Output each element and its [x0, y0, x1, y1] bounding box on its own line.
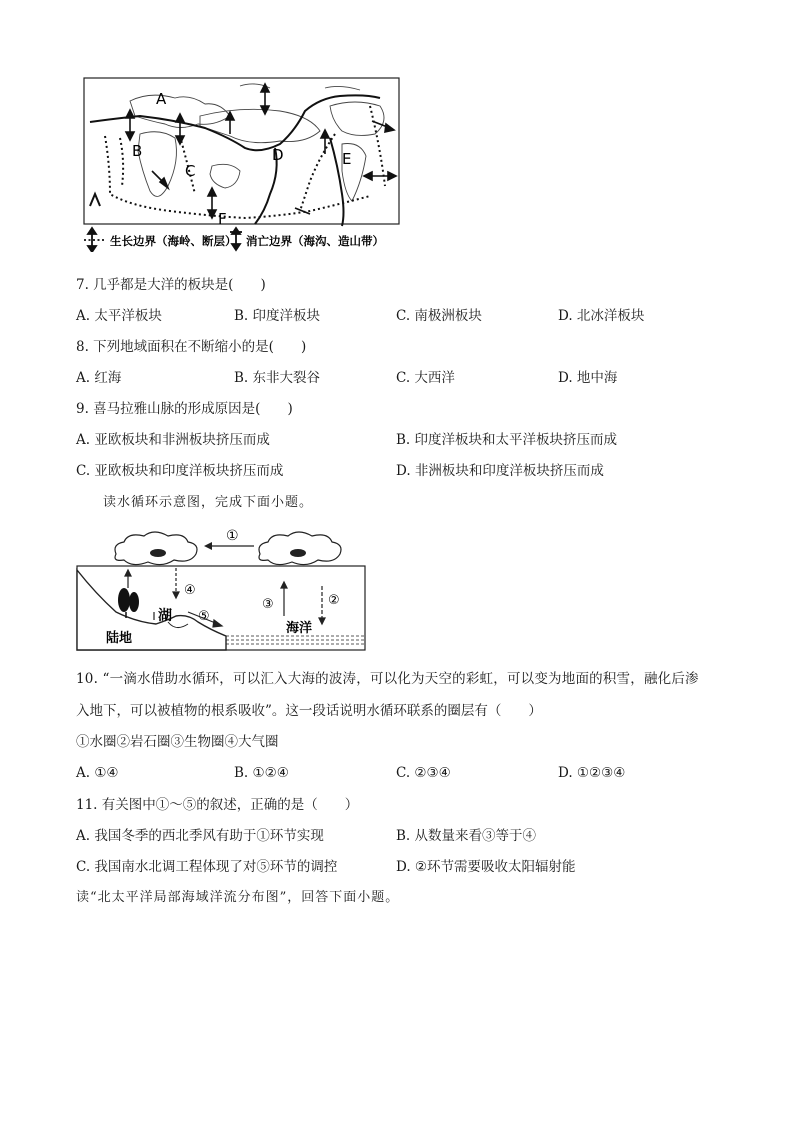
plate-label-c: C — [185, 162, 196, 180]
question-9-option-a[interactable]: A. 亚欧板块和非洲板块挤压而成 — [76, 432, 270, 448]
question-7-option-a[interactable]: A. 太平洋板块 — [76, 308, 162, 324]
question-10-spheres: ①水圈②岩石圈③生物圈④大气圈 — [76, 734, 279, 750]
question-10-option-b[interactable]: B. ①②④ — [234, 765, 289, 781]
question-7-option-d[interactable]: D. 北冰洋板块 — [558, 308, 645, 324]
question-7-option-b[interactable]: B. 印度洋板块 — [234, 308, 321, 324]
plate-map-figure — [80, 76, 405, 252]
legend-subduction-label: 消亡边界（海沟、造山带） — [246, 234, 384, 248]
plate-label-b: B — [132, 142, 143, 160]
water-cycle-diagram — [76, 524, 366, 652]
question-9-option-d[interactable]: D. 非洲板块和印度洋板块挤压而成 — [396, 463, 604, 479]
cloud-right-icon — [259, 532, 341, 565]
question-9-option-c[interactable]: C. 亚欧板块和印度洋板块挤压而成 — [76, 463, 284, 479]
question-11-option-b[interactable]: B. 从数量来看③等于④ — [396, 828, 537, 844]
question-8-option-c[interactable]: C. 大西洋 — [396, 370, 455, 386]
pacific-current-intro: 读“北太平洋局部海域洋流分布图”，回答下面小题。 — [76, 890, 400, 905]
question-7-stem: 7. 几乎都是大洋的板块是( ) — [76, 277, 266, 293]
label-circle-2: ② — [328, 593, 340, 608]
water-cycle-figure — [76, 524, 366, 652]
question-10-option-d[interactable]: D. ①②③④ — [558, 765, 626, 781]
label-circle-1: ① — [226, 528, 239, 544]
legend-growth-label: 生长边界（海岭、断层） — [110, 234, 237, 248]
question-8-option-a[interactable]: A. 红海 — [76, 370, 122, 386]
question-10-option-c[interactable]: C. ②③④ — [396, 765, 451, 781]
question-9-option-b[interactable]: B. 印度洋板块和太平洋板块挤压而成 — [396, 432, 618, 448]
question-11-option-a[interactable]: A. 我国冬季的西北季风有助于①环节实现 — [76, 828, 324, 844]
question-11-option-c[interactable]: C. 我国南水北调工程体现了对⑤环节的调控 — [76, 859, 338, 875]
plate-label-d: D — [272, 146, 284, 164]
question-8-option-b[interactable]: B. 东非大裂谷 — [234, 370, 321, 386]
label-land: 陆地 — [106, 631, 133, 646]
question-10-stem-line2: 入地下，可以被植物的根系吸收”。这一段话说明水循环联系的圈层有（ ） — [76, 703, 542, 719]
label-lake: 湖 — [158, 608, 172, 624]
plate-label-e: E — [342, 150, 352, 168]
question-9-stem: 9. 喜马拉雅山脉的形成原因是( ) — [76, 401, 293, 417]
question-11-option-d[interactable]: D. ②环节需要吸收太阳辐射能 — [396, 859, 576, 875]
label-circle-5: ⑤ — [198, 609, 210, 624]
label-circle-4: ④ — [184, 583, 196, 598]
plate-label-f: F — [218, 210, 227, 228]
question-10-stem-line1: 10. “一滴水借助水循环，可以汇入大海的波涛，可以化为天空的彩虹，可以变为地面的积雪，融化后渗 — [76, 671, 699, 687]
water-cycle-intro: 读水循环示意图，完成下面小题。 — [103, 495, 314, 510]
question-8-stem: 8. 下列地域面积在不断缩小的是( ) — [76, 339, 307, 355]
question-7-option-c[interactable]: C. 南极洲板块 — [396, 308, 482, 324]
label-circle-3: ③ — [262, 597, 274, 612]
plate-map — [80, 76, 405, 252]
question-8-option-d[interactable]: D. 地中海 — [558, 370, 618, 386]
cloud-left-icon — [115, 532, 197, 565]
plate-label-a: A — [156, 90, 167, 108]
label-ocean: 海洋 — [286, 621, 313, 636]
question-10-option-a[interactable]: A. ①④ — [76, 765, 119, 781]
question-11-stem: 11. 有关图中①～⑤的叙述，正确的是（ ） — [76, 797, 359, 813]
